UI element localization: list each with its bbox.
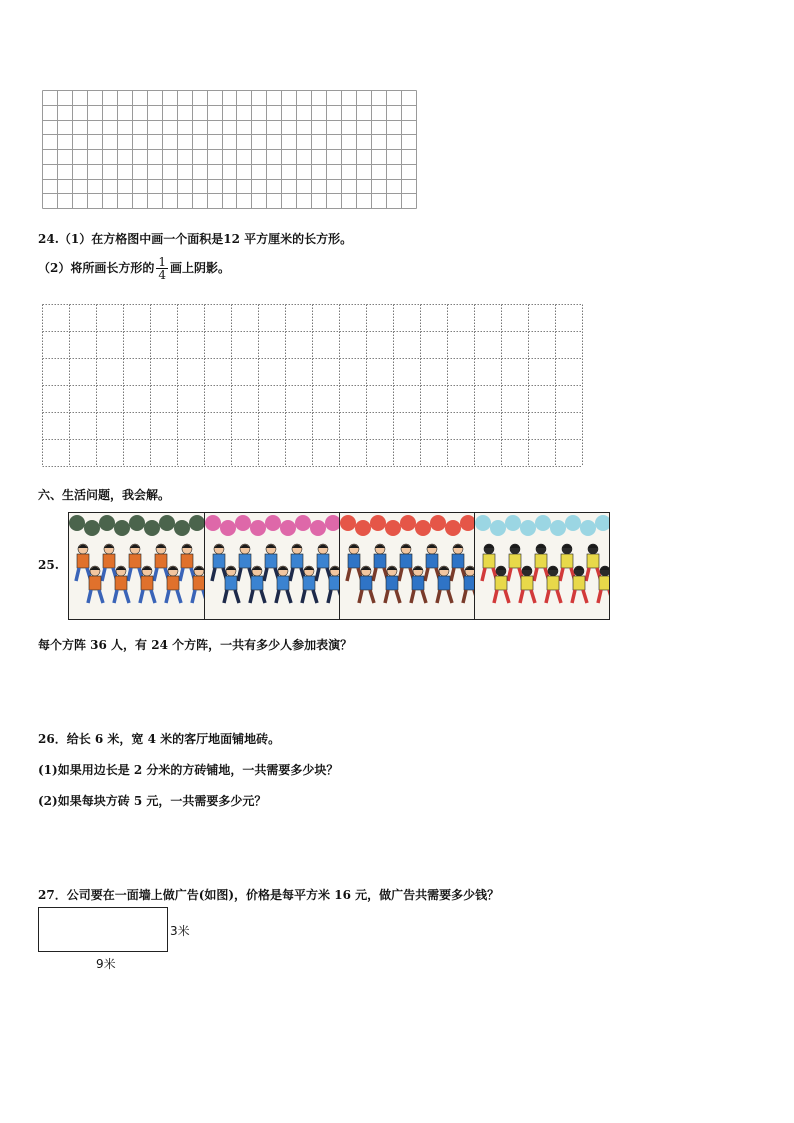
fraction-denominator: 4: [158, 268, 166, 282]
height-label: 3米: [170, 924, 190, 938]
panel-ribbon-dancers: [204, 513, 340, 619]
panel-balloon-marchers: [474, 513, 610, 619]
q25-question: 每个方阵 36 人，有 24 个方阵，一共有多少人参加表演？: [38, 638, 353, 652]
q26-line3: (2)如果每块方砖 5 元，一共需要多少元？: [38, 794, 267, 808]
q24-line2: [38, 256, 230, 281]
q26-line1: 26．给长 6 米，宽 4 米的客厅地面铺地砖。: [38, 732, 281, 746]
advertisement-rectangle: [38, 907, 168, 952]
section6-heading: 六、生活问题，我会解。: [38, 488, 171, 502]
q24-line2-after: 画上阴影。: [170, 261, 231, 275]
q27-line1: 27．公司要在一面墙上做广告(如图)，价格是每平方米 16 元，做广告共需要多少钱？: [38, 888, 500, 902]
panel-flower-bouquet-marchers: [69, 513, 204, 619]
width-label: 9米: [96, 957, 116, 971]
parade-illustration: [68, 512, 610, 620]
panel-flag-marchers: [339, 513, 475, 619]
q25-number: 25.: [38, 558, 59, 572]
top-grid: [42, 90, 418, 210]
fraction-numerator: 1: [158, 255, 166, 269]
q24-line2-before: （2）将所画长方形的: [38, 261, 155, 275]
q26-line2: (1)如果用边长是 2 分米的方砖铺地，一共需要多少块？: [38, 763, 339, 777]
drawing-grid[interactable]: [42, 304, 584, 468]
one-quarter-fraction: [156, 256, 168, 281]
q24-line1: 24.（1）在方格图中画一个面积是12 平方厘米的长方形。: [38, 232, 353, 246]
